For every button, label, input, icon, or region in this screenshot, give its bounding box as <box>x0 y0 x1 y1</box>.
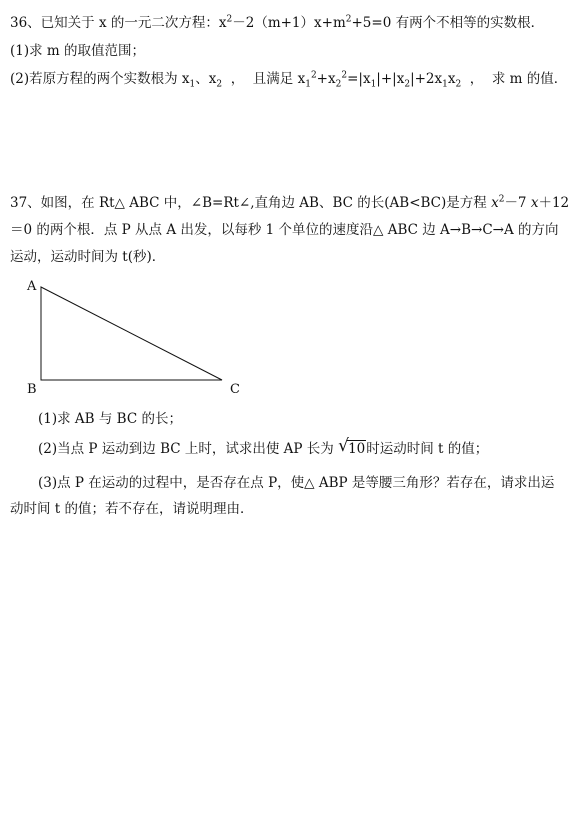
q36-part1: (1)求 m 的取值范围； <box>10 43 146 59</box>
label-b: B <box>27 382 37 397</box>
q36-p2-f: |+|x <box>376 71 405 87</box>
q36-sup-4: 2 <box>341 70 348 81</box>
q36-title-b: －2（m+1）x+m <box>232 15 346 31</box>
sqrt-10 <box>338 436 366 458</box>
q36-part2 <box>10 70 567 88</box>
q37-p2-a: (2)当点 P 运动到边 BC 上时，试求出使 AP 长为 <box>38 441 339 457</box>
q36-sub-3: 1 <box>305 79 311 90</box>
q37-l1-a: 37、如图，在 Rt△ ABC 中，∠B=Rt∠,直角边 AB、BC 的长(AB<BC)是方程 <box>10 195 492 211</box>
q37-l1-x2: x <box>530 195 539 211</box>
q37-line1 <box>10 194 569 212</box>
q37-line3: 运动，运动时间为 t(秒)． <box>10 249 166 265</box>
label-a: A <box>27 279 37 294</box>
radical-sign: √ <box>338 436 349 456</box>
q36-sub-2: 2 <box>216 79 223 90</box>
label-c: C <box>230 382 240 397</box>
q36-p2-a: (2)若原方程的两个实数根为 x <box>10 71 190 87</box>
q37-part1: (1)求 AB 与 BC 的长； <box>38 411 182 427</box>
q36-title-a: 36、已知关于 x 的一元二次方程：x <box>10 15 227 31</box>
q36-sup-a: 2 <box>226 14 233 25</box>
q36-sup-b: 2 <box>345 14 352 25</box>
q36-p2-e: =|x <box>347 71 371 87</box>
q36-p2-b: 、x <box>195 71 217 87</box>
q37-p2-b: 时运动时间 t 的值； <box>366 441 489 457</box>
q36-sub-5: 1 <box>370 79 377 90</box>
q36-title-c: +5=0 有两个不相等的实数根． <box>351 15 545 31</box>
q37-line2: ＝0 的两个根．点 P 从点 A 出发，以每秒 1 个单位的速度沿△ ABC 边 A→B→C→A 的方向 <box>10 222 559 238</box>
q37-part3-line2: 动时间 t 的值；若不存在，请说明理由． <box>10 501 254 517</box>
q36-sub-6: 2 <box>404 79 411 90</box>
q36-p2-g: |+2x <box>410 71 443 87</box>
q37-l1-sup: 2 <box>498 194 505 205</box>
q36-title <box>10 14 544 32</box>
q37-l1-c: ＋12 <box>538 195 570 211</box>
q36-sub-8: 2 <box>455 79 462 90</box>
q37-part3-line1: (3)点 P 在运动的过程中，是否存在点 P，使△ ABP 是等腰三角形？若存在，请求出运 <box>38 475 555 491</box>
q36-sup-3: 2 <box>310 70 317 81</box>
q36-p2-c: ， 且满足 x <box>222 71 306 87</box>
q37-l1-b: －7 <box>504 195 531 211</box>
q37-l1-x: x <box>491 195 499 211</box>
q36-p2-h: x <box>447 71 456 87</box>
q36-sub-1: 1 <box>189 79 196 90</box>
q36-sub-7: 1 <box>442 79 448 90</box>
q37-part2 <box>38 436 489 458</box>
q36-p2-d: +x <box>316 71 336 87</box>
q36-sub-4: 2 <box>335 79 342 90</box>
q36-p2-i: ， 求 m 的值． <box>461 71 568 87</box>
triangle-abc <box>41 287 222 380</box>
radicand: 10 <box>348 441 366 457</box>
